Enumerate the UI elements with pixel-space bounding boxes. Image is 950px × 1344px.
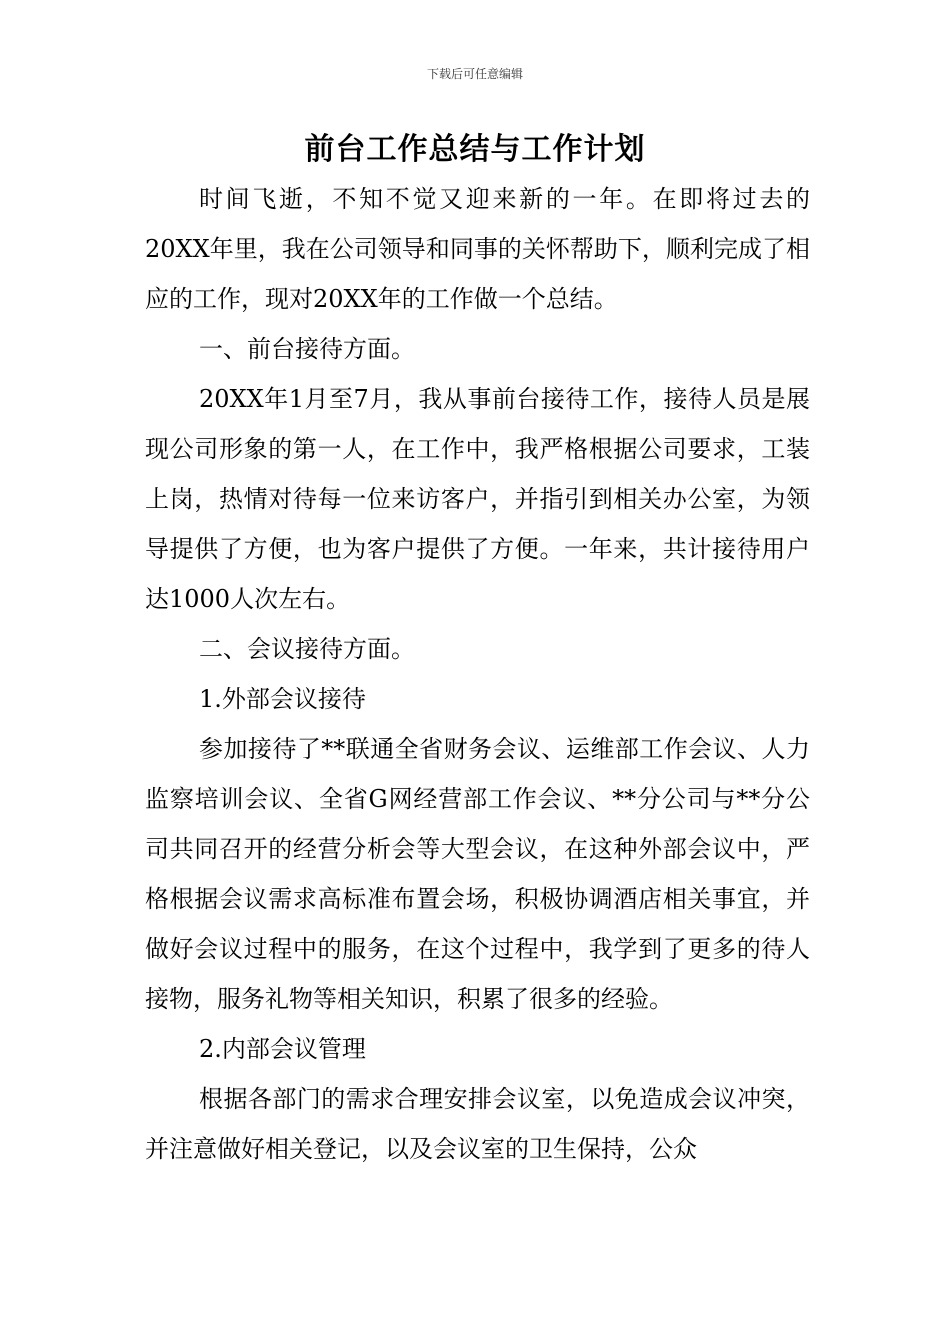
section-heading-reception: 一、前台接待方面。 [199, 335, 415, 363]
document-body [145, 174, 810, 1174]
header-note: 下载后可任意编辑 [426, 67, 523, 81]
paragraph-intro: 时间飞逝，不知不觉又迎来新的一年。在即将过去的20XX年里，我在公司领导和同事的关怀帮助下，顺利完成了相应的工作，现对20XX年的工作做一个总结。 [145, 185, 810, 313]
subheading-internal-meetings: 2.内部会议管理 [199, 1035, 366, 1063]
subheading-external-meetings: 1.外部会议接待 [199, 685, 366, 713]
paragraph-internal-meetings: 根据各部门的需求合理安排会议室，以免造成会议冲突，并注意做好相关登记，以及会议室的卫生保持，公众 [145, 1085, 810, 1163]
section-heading-meetings: 二、会议接待方面。 [199, 635, 415, 663]
paragraph-external-meetings: 参加接待了**联通全省财务会议、运维部工作会议、人力监察培训会议、全省G网经营部工作会议、**分公司与**分公司共同召开的经营分析会等大型会议，在这种外部会议中，严格根据会议需求高标准布置会场，积极协调酒店相关事宜，并做好会议过程中的服务，在这个过程中，我学到了更多的待人接物，服务礼物等相关知识，积累了很多的经验。 [145, 735, 810, 1013]
document-title: 前台工作总结与工作计划 [304, 132, 646, 167]
paragraph-reception: 20XX年1月至7月，我从事前台接待工作，接待人员是展现公司形象的第一人，在工作中，我严格根据公司要求，工装上岗，热情对待每一位来访客户，并指引到相关办公室，为领导提供了方便，也为客户提供了方便。一年来，共计接待用户达1000人次左右。 [145, 385, 810, 613]
